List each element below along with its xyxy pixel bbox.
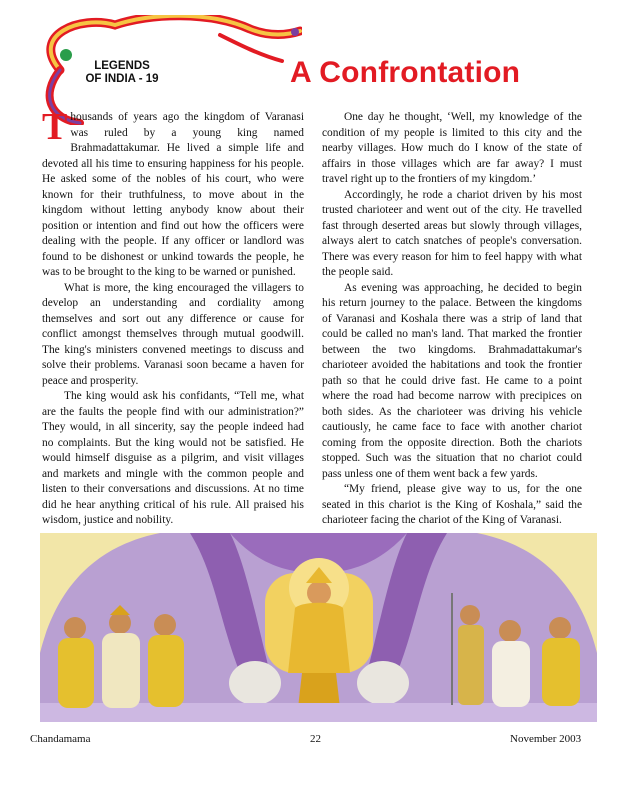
footer-page-number: 22 xyxy=(310,733,321,745)
left-paragraph-1 xyxy=(42,106,304,281)
left-column xyxy=(42,106,304,529)
left-paragraph-1-text: housands of years ago the kingdom of Varanasi was ruled by a young king named Brahmadattakumar. He lived a simple life and devoted all his time to ensuring happiness for his people. He asked some of the nobles of his court, who were known for their truthfulness, to move about in the kingdom without letting anybody know about their position or intention and find out how the officers were dealing with the people. If any officer or landlord was found to be dishonest or unkind towards the people, he was to be brought to the king to be warned or punished. xyxy=(42,111,304,278)
left-paragraph-3: The king would ask his confidants, “Tell me, what are the faults the people find with our administration?” They would, in all sincerity, say the people indeed had no complaints. But the king would not be satisfied. He would himself disguise as a pilgrim, and visit villages and markets and mingle with the common people and listen to their conversations and discussions. At no time did he hear anything critical of his rule. All praised his wisdom, justice and nobility. xyxy=(42,390,304,526)
drop-cap: T xyxy=(42,106,68,148)
series-label-line2: OF INDIA - 19 xyxy=(85,73,159,85)
right-paragraph-1: One day he thought, ‘Well, my knowledge of the condition of my people is limited to this city and the nearby villages. How much do I know of the state of affairs in those villages which are far away? I must travel right up to the frontiers of my kingdom.’ xyxy=(322,111,582,185)
left-paragraph-2: What is more, the king encouraged the villagers to develop an understanding and cordiality among themselves and sort out any difference or cause for conflict amongst themselves through mutual goodwill. The king's ministers convened meetings to discuss and solve their problems. Varanasi soon became a haven for peace and prosperity. xyxy=(42,281,304,387)
right-paragraph-3: As evening was approaching, he decided to begin his return journey to the palace. Between the kingdoms of Varanasi and Koshala there was a strip of land that could be called no man's land. That marked the frontier between the two kingdoms. Brahmadattakumar's charioteer avoided the habitations and took the frontier path so that he could drive fast. He came to a point where the road had become narrow with precipices on both sides. As the charioteer was driving his vehicle cautiously, he came face to face with another chariot coming from the opposite direction. Both the chariots stopped. Such was the situation that no chariot could pass unless one of them went back a few yards. xyxy=(322,281,582,480)
page-title: A Confrontation xyxy=(290,56,521,89)
series-label xyxy=(62,60,182,86)
right-paragraph-4: “My friend, please give way to us, for the one seated in this chariot is the King of Koshala,” said the charioteer facing the chariot of the King of Varanasi. xyxy=(322,483,582,526)
right-paragraph-2: Accordingly, he rode a chariot driven by his most trusted charioteer and went out of the city. He travelled fast through deserted areas but slowly through villages, always alert to catch snatches of people's conversation. There was every reason for him to feel happy with what the people said. xyxy=(322,188,582,278)
footer-date: November 2003 xyxy=(510,733,582,745)
court-scene-image xyxy=(40,533,597,722)
footer-publication: Chandamama xyxy=(30,733,91,745)
right-column xyxy=(322,110,582,529)
court-illustration xyxy=(40,533,597,722)
series-label-line1: LEGENDS xyxy=(94,60,150,72)
